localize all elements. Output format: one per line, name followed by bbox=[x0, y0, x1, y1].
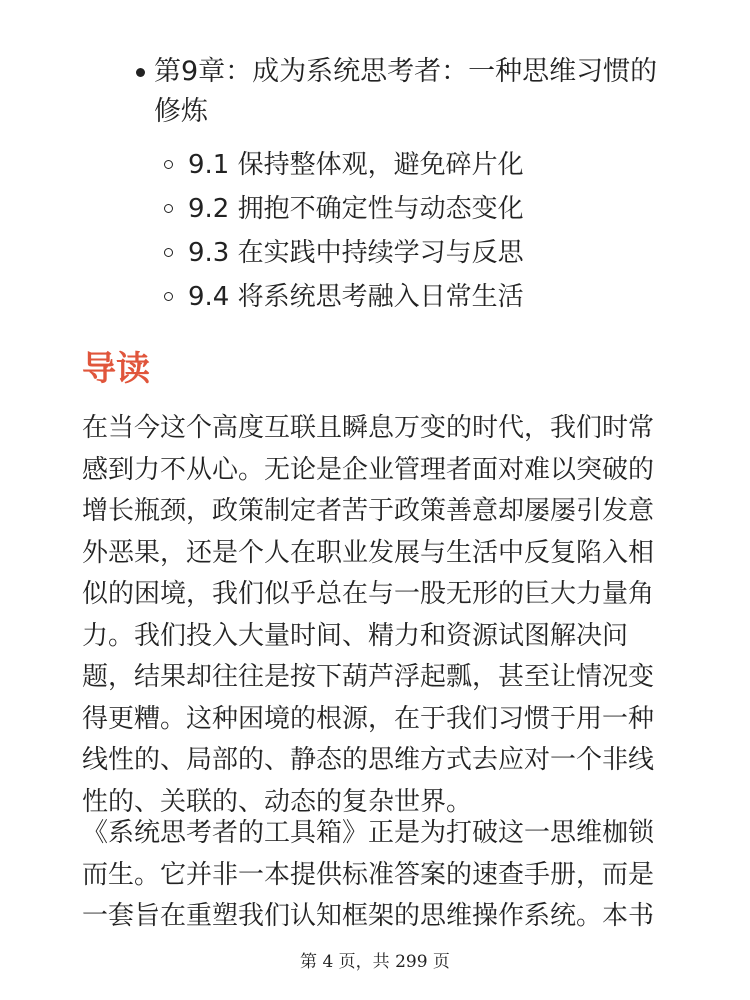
toc-section-label[interactable]: 9.3 在实践中持续学习与反思 bbox=[188, 238, 524, 268]
bullet-circle-icon bbox=[164, 248, 173, 257]
intro-heading: 导读 bbox=[82, 349, 150, 389]
paragraph-line: 题，结果却往往是按下葫芦浮起瓢，甚至让情况变 bbox=[82, 662, 655, 692]
paragraph-line: 增长瓶颈，政策制定者苦于政策善意却屡屡引发意 bbox=[82, 496, 655, 526]
toc-section-label[interactable]: 9.2 拥抱不确定性与动态变化 bbox=[188, 194, 524, 224]
toc-section-label[interactable]: 9.1 保持整体观，避免碎片化 bbox=[188, 150, 524, 180]
paragraph-line: 在当今这个高度互联且瞬息万变的时代，我们时常 bbox=[82, 413, 655, 443]
paragraph-line: 外恶果，还是个人在职业发展与生活中反复陷入相 bbox=[82, 537, 655, 568]
intro-paragraph-1 bbox=[82, 408, 672, 823]
bullet-circle-icon bbox=[164, 204, 173, 213]
paragraph-line: 线性的、局部的、静态的思维方式去应对一个非线 bbox=[82, 745, 655, 775]
toc-section-item[interactable] bbox=[160, 233, 680, 277]
bullet-circle-icon bbox=[164, 292, 173, 301]
bullet-disc-icon bbox=[136, 68, 145, 77]
toc-section-list bbox=[160, 145, 680, 321]
paragraph-line: 得更糟。这种困境的根源，在于我们习惯于用一种 bbox=[82, 703, 655, 734]
toc-section-item[interactable] bbox=[160, 277, 680, 321]
toc-section-item[interactable] bbox=[160, 145, 680, 189]
bullet-circle-icon bbox=[164, 160, 173, 169]
paragraph-line: 一套旨在重塑我们认知框架的思维操作系统。本书 bbox=[82, 901, 655, 931]
paragraph-line: 《系统思考者的工具箱》正是为打破这一思维枷锁 bbox=[82, 818, 655, 848]
intro-paragraph-2 bbox=[82, 813, 672, 938]
paragraph-line: 似的困境，我们似乎总在与一股无形的巨大力量角 bbox=[82, 579, 655, 609]
page-number-footer: 第 4 页，共 299 页 bbox=[300, 952, 450, 972]
paragraph-line: 力。我们投入大量时间、精力和资源试图解决问 bbox=[82, 620, 629, 651]
toc-section-item[interactable] bbox=[160, 189, 680, 233]
chapter-title[interactable]: 第9章：成为系统思考者：一种思维习惯的修炼 bbox=[154, 56, 658, 127]
toc-section-label[interactable]: 9.4 将系统思考融入日常生活 bbox=[188, 282, 524, 312]
paragraph-line: 而生。它并非一本提供标准答案的速查手册，而是 bbox=[82, 859, 655, 890]
paragraph-line: 感到力不从心。无论是企业管理者面对难以突破的 bbox=[82, 454, 655, 485]
paragraph-line: 性的、关联的、动态的复杂世界。 bbox=[82, 786, 473, 817]
